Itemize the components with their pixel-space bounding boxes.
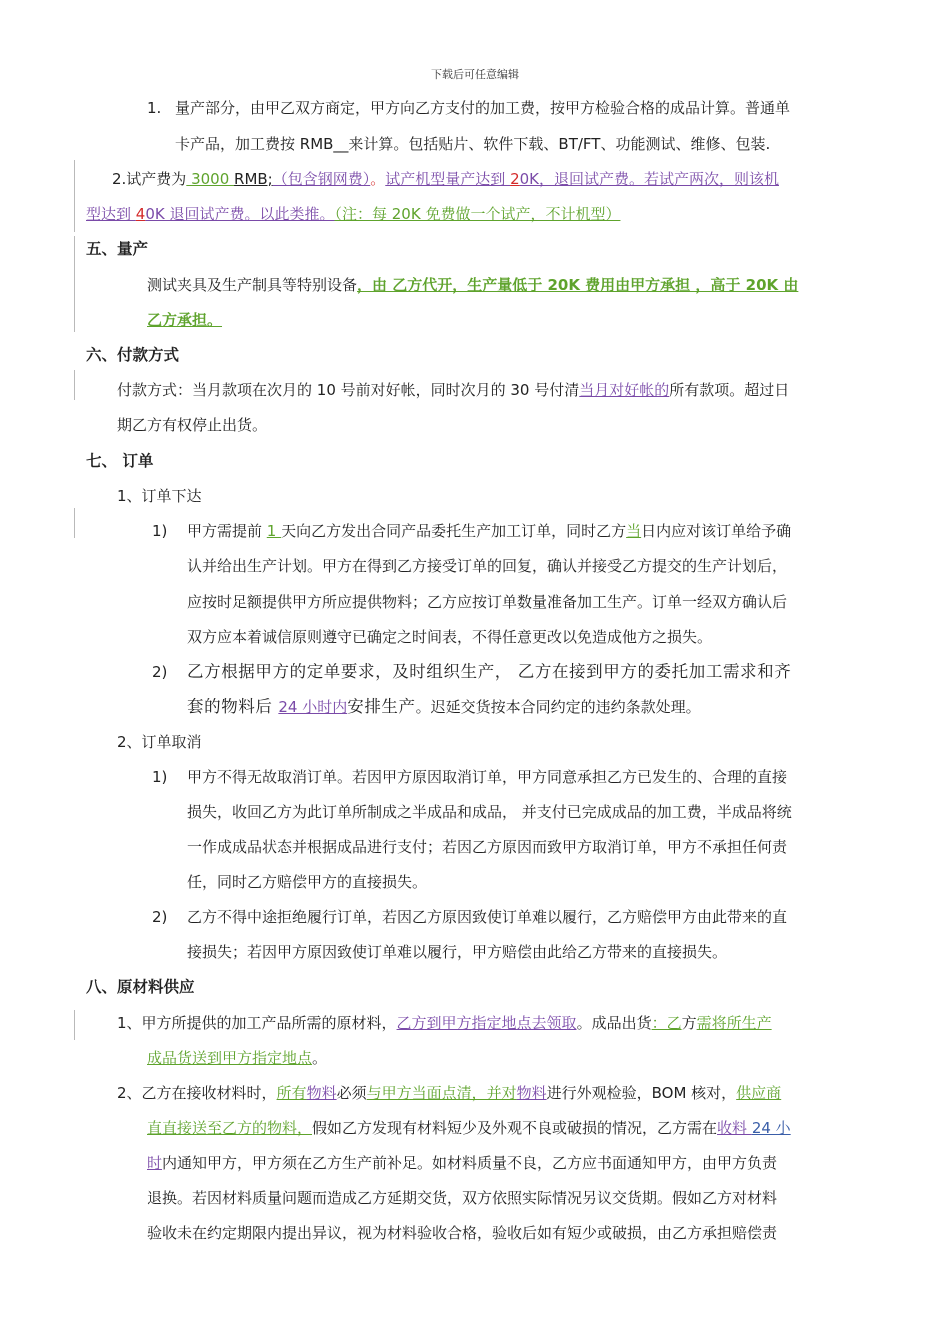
s4-item1-line2: 卡产品，加工费按 RMB__来计算。包括贴片、软件下载、BT/FT、功能测试、维修、包装. <box>175 135 771 153</box>
s7-c2-line2: 接损失；若因甲方原因致使订单难以履行，甲方赔偿由此给乙方带来的直接损失。 <box>187 943 728 961</box>
s7-c1-line4: 任，同时乙方赔偿甲方的直接损失。 <box>187 873 428 891</box>
revision-mark <box>74 160 75 232</box>
s4-item2-line2: 型达到 40K 退回试产费。以此类推。（注：每 20K 免费做一个试产，不计机型） <box>86 205 621 223</box>
s7-i2-line1: 2) 乙方根据甲方的定单要求，及时组织生产， 乙方在接到甲方的委托加工需求和齐 <box>152 662 792 681</box>
section-title-orders: 七、 订单 <box>86 452 154 470</box>
s5-line1: 测试夹具及生产制具等特别设备，由 乙方代开，生产量低于 20K 费用由甲方承担 ，高于 20K 由 <box>147 276 799 294</box>
s8-p1-line2: 成品货送到甲方指定地点。 <box>147 1049 328 1067</box>
s8-p2-line3: 时内通知甲方，甲方须在乙方生产前补足。如材料质量不良，乙方应书面通知甲方，由甲方负责 <box>147 1154 778 1172</box>
s7-c1-line3: 一作成成品状态并根据成品进行支付；若因乙方原因而致甲方取消订单，甲方不承担任何责 <box>187 838 788 856</box>
revision-mark <box>74 1010 75 1040</box>
s7-i1-line3: 应按时足额提供甲方所应提供物料；乙方应按订单数量准备加工生产。订单一经双方确认后 <box>187 593 788 611</box>
s8-p2-line1: 2、乙方在接收材料时，所有物料必须与甲方当面点清，并对物料进行外观检验，BOM 核对，供应商 <box>117 1084 782 1102</box>
s7-c2-line1: 2) 乙方不得中途拒绝履行订单，若因乙方原因致使订单难以履行，乙方赔偿甲方由此带来的直 <box>152 908 788 926</box>
revision-mark <box>74 508 75 538</box>
s7-i1-line4: 双方应本着诚信原则遵守已确定之时间表，不得任意更改以免造成他方之损失。 <box>187 628 713 646</box>
list-number: 1. <box>147 99 162 117</box>
subsection-order-cancel: 2、订单取消 <box>117 733 202 751</box>
list-number: 1) <box>152 522 168 540</box>
s7-i1-line2: 认并给出生产计划。甲方在得到乙方接受订单的回复，确认并接受乙方提交的生产计划后， <box>187 557 788 575</box>
s8-p2-line2: 直直接送至乙方的物料，假如乙方发现有材料短少及外观不良或破损的情况，乙方需在收料 24 小 <box>147 1119 791 1137</box>
s6-line1: 付款方式：当月款项在次月的 10 号前对好帐，同时次月的 30 号付清当月对好帐的所有款项。超过日 <box>117 381 790 399</box>
list-number: 1) <box>152 768 168 786</box>
s8-p2-line4: 退换。若因材料质量问题而造成乙方延期交货，双方依照实际情况另议交货期。假如乙方对材料 <box>147 1189 778 1207</box>
s4-item2-line1: 2.试产费为 3000 RMB;（包含钢网费）。试产机型量产达到 20K，退回试产费。若试产两次，则该机 <box>112 170 779 188</box>
s8-p1-line1: 1、甲方所提供的加工产品所需的原材料，乙方到甲方指定地点去领取。成品出货：乙方需将所生产 <box>117 1014 772 1032</box>
s7-c1-line1: 1) 甲方不得无故取消订单。若因甲方原因取消订单，甲方同意承担乙方已发生的、合理的直接 <box>152 768 788 786</box>
s6-line2: 期乙方有权停止出货。 <box>117 416 268 434</box>
s7-i2-line2: 套的物料后 24 小时内安排生产。迟延交货按本合同约定的违约条款处理。 <box>187 697 701 716</box>
s8-p2-line5: 验收未在约定期限内提出异议，视为材料验收合格，验收后如有短少或破损，由乙方承担赔偿责 <box>147 1224 778 1242</box>
list-number: 2) <box>152 908 168 926</box>
s5-line2: 乙方承担。 <box>147 311 223 329</box>
revision-mark <box>74 370 75 400</box>
page-header: 下载后可任意编辑 <box>431 68 519 81</box>
s4-item1-line1: 1. 量产部分，由甲乙双方商定，甲方向乙方支付的加工费，按甲方检验合格的成品计算。普通单 <box>147 99 791 117</box>
section-title-materials: 八、原材料供应 <box>86 978 195 996</box>
section-title-mass-production: 五、量产 <box>86 240 149 258</box>
s7-i1-line1: 1) 甲方需提前 1 天向乙方发出合同产品委托生产加工订单，同时乙方当日内应对该订单给予确 <box>152 522 792 540</box>
section-title-payment: 六、付款方式 <box>86 346 180 364</box>
subsection-order-placement: 1、订单下达 <box>117 487 202 505</box>
s7-c1-line2: 损失，收回乙方为此订单所制成之半成品和成品， 并支付已完成成品的加工费，半成品将统 <box>187 803 792 821</box>
revision-mark <box>74 236 75 332</box>
list-number: 2) <box>152 663 168 681</box>
